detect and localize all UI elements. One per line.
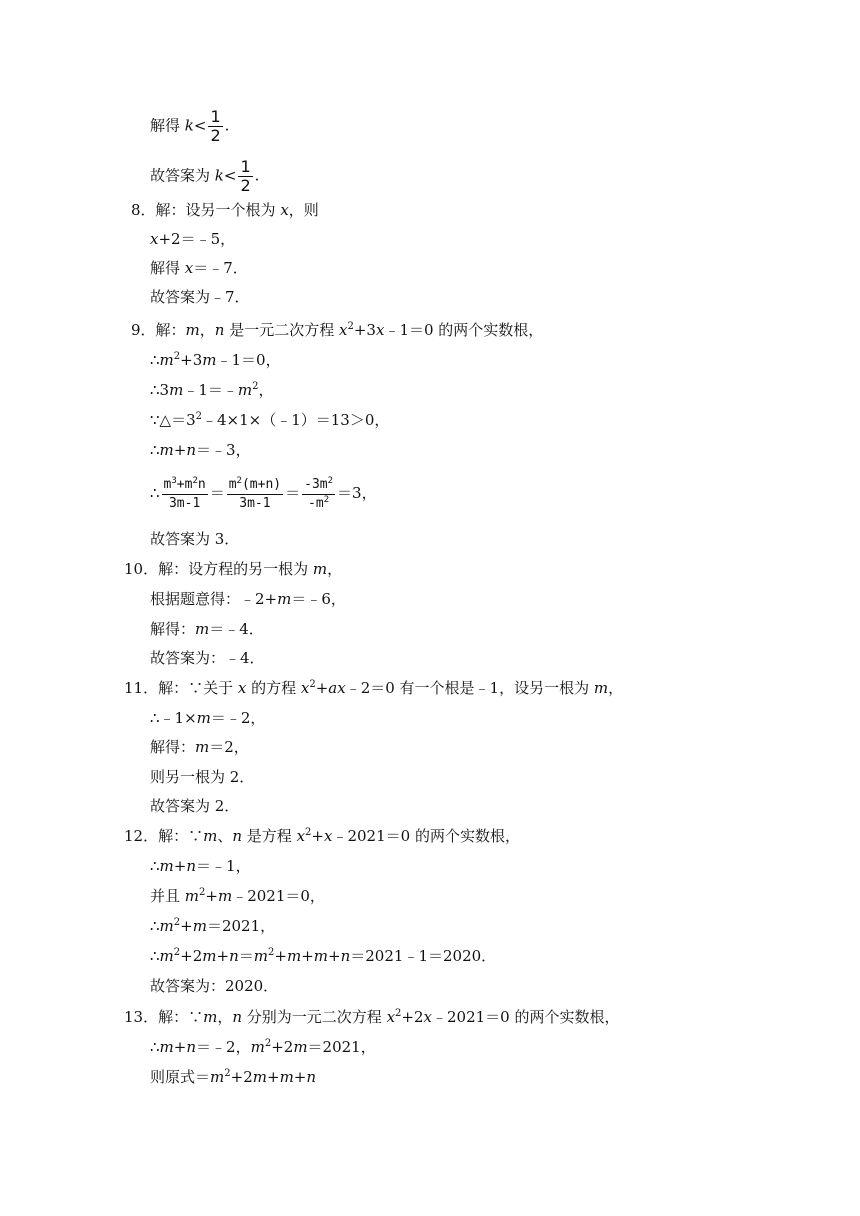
q8-line-1: x+2＝﹣5， [150,230,236,248]
q12-heading: 12．解：∵m、n 是方程 $x^2+x﹣2021=0$ 的两个实数根， [124,827,520,845]
q10-answer: 故答案为：﹣4． [150,649,265,667]
q12-answer: 故答案为：2020． [150,977,279,995]
q8-answer: 故答案为﹣7． [150,288,250,306]
text: 故答案为 [150,166,215,185]
fraction-3: $\frac{-3m^2}{-m^2}$ [304,475,334,511]
q9-heading: 9．解：m，n 是一元二次方程 $x^2+3x﹣1=0$ 的两个实数根， [131,321,544,339]
fraction-one-half: $\frac{1}{2}$ [240,157,251,195]
fraction-one-half: $\frac{1}{2}$ [210,107,221,145]
q13-heading: 13．解：∵m，n 分别为一元二次方程 $x^2+2x﹣2021=0$ 的两个实数根， [124,1008,620,1026]
q11-answer: 故答案为 2． [150,797,240,815]
q9-line-1: $\therefore m^2+3m﹣1=0$， [150,351,281,369]
q9-answer: 故答案为 3． [150,530,240,548]
variable-k: k [184,116,194,135]
text: < [223,166,237,185]
q10-line-1: 根据题意得：﹣2+m＝﹣6， [150,590,346,608]
q13-line-2: 则原式$=m^2+2m+m+n$ [150,1068,317,1086]
q9-line-5-fraction-chain: ∴ $\frac{m^3+m^2n}{3m-1}$ ＝ $\frac{m^2(m+n)}{3m-1}$ ＝ $\frac{-3m^2}{-m^2}$ ＝3， [150,475,377,511]
variable-k: k [214,166,224,185]
q10-heading: 10．解：设方程的另一根为 m， [124,560,343,578]
text: . [224,116,230,135]
q11-line-2: 解得：m＝2， [150,738,249,756]
fraction-2: $\frac{m^2(m+n)}{3m-1}$ [228,475,282,511]
q10-line-2: 解得：m＝﹣4． [150,620,264,638]
text: < [193,116,207,135]
q8-line-2: 解得 x＝﹣7． [150,259,248,277]
q12-line-2: 并且 $m^2+m﹣2021=0$， [150,887,325,905]
answer-line-k [150,158,259,195]
text: . [254,166,260,185]
q9-line-4: ∴m+n＝﹣3， [150,441,251,459]
q12-line-4: $\therefore m^2+2m+n=m^2+m+m+n=2021﹣1=2020$． [150,947,497,965]
q12-line-1: ∴m+n＝﹣1， [150,857,251,875]
q9-line-3-discriminant: $\because\triangle=3^2﹣4\times 1\times(﹣1)=13>0$， [150,411,390,429]
q8-heading: 8．解：设另一个根为 x，则 [131,201,319,219]
fraction-1: $\frac{m^3+m^2n}{3m-1}$ [163,475,206,511]
q11-heading: 11．解：∵关于 x 的方程 $x^2+ax﹣2=0$ 有一个根是﹣1，设另一根为 m， [124,679,624,697]
text: 解得 [150,116,185,135]
q12-line-3: $\therefore m^2+m=2021$， [150,917,276,935]
q11-line-1: ∴﹣1×m＝﹣2， [150,709,266,727]
q13-line-1: ∴m+n＝﹣2，$m^2+2m=2021$， [150,1038,376,1056]
q11-line-3: 则另一根为 2． [150,768,255,786]
q9-line-2: $\therefore 3m﹣1=﹣m^2$， [150,381,274,399]
solution-line-k-result [150,108,229,145]
